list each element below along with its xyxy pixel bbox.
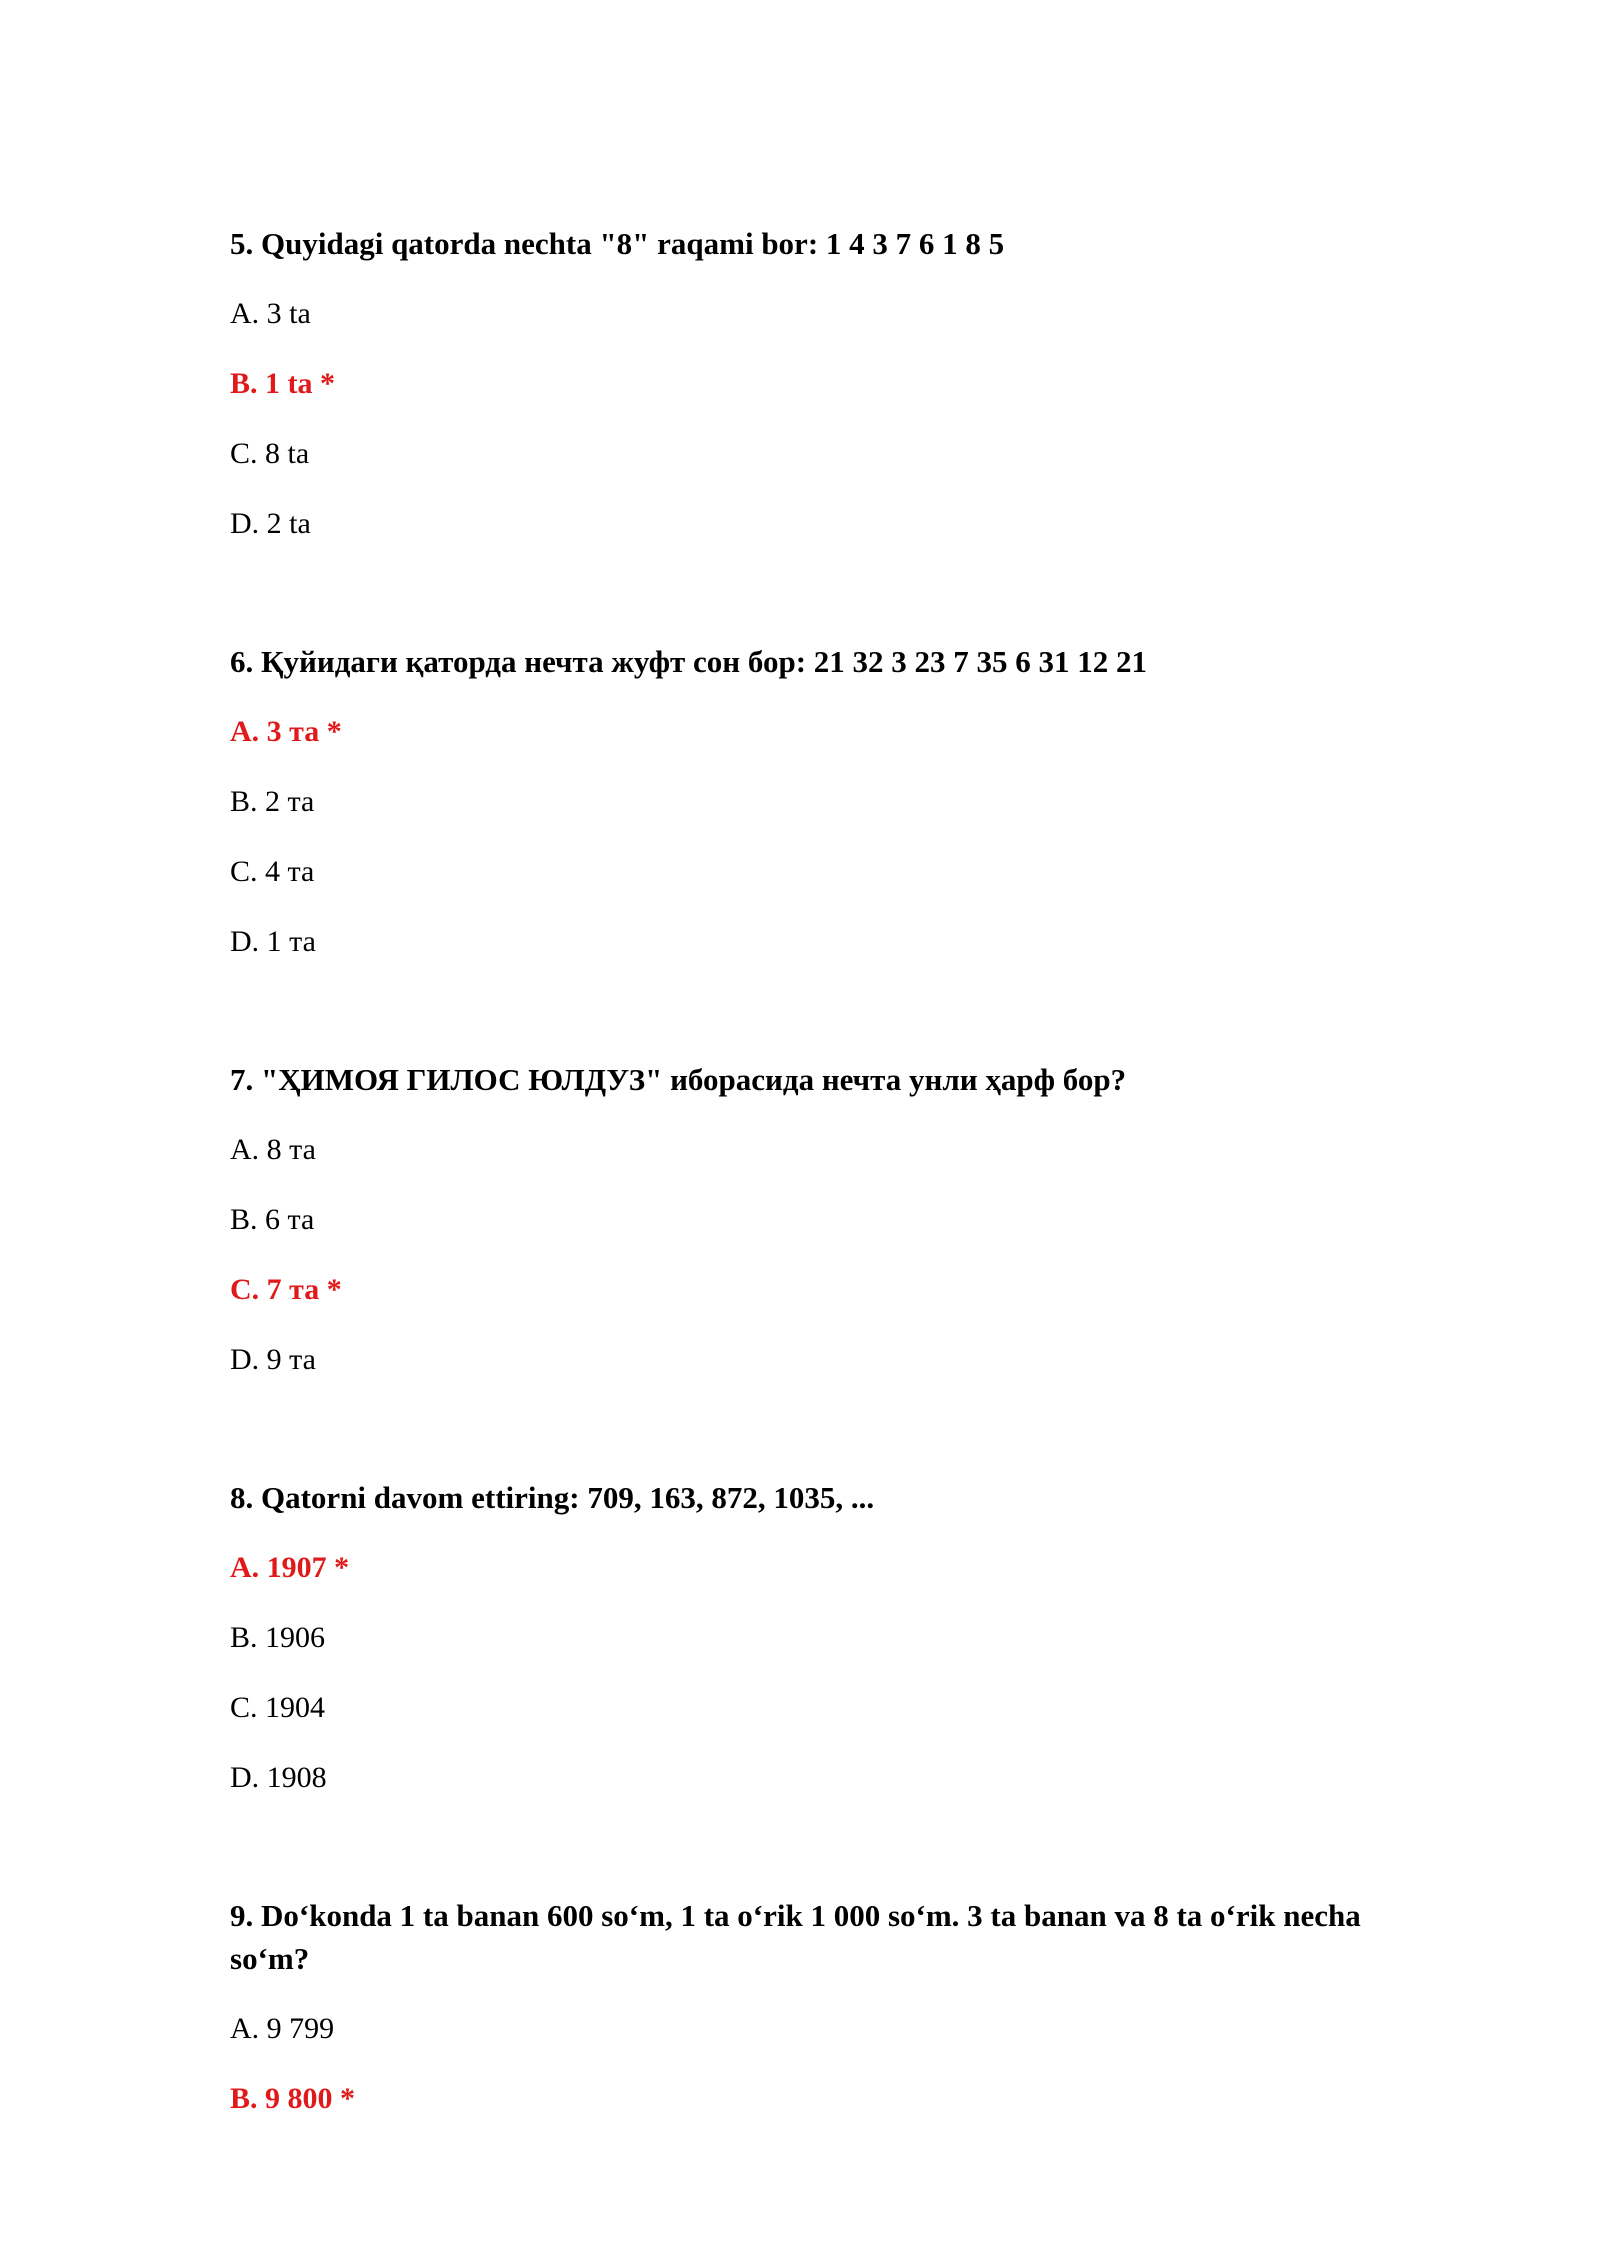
option-d: D. 1908 bbox=[230, 1761, 327, 1794]
document-page bbox=[230, 222, 1430, 2147]
question-text: 9. Do‘konda 1 ta banan 600 so‘m, 1 ta o‘rik 1 000 so‘m. 3 ta banan va 8 ta o‘rik necha so‘m? bbox=[230, 1898, 1361, 1976]
option-b: B. 2 та bbox=[230, 785, 315, 818]
option-b: B. 6 та bbox=[230, 1203, 315, 1236]
question-text: 8. Qatorni davom ettiring: 709, 163, 872, 1035, ... bbox=[230, 1480, 875, 1515]
option-a-correct: A. 3 та * bbox=[230, 715, 342, 748]
question-9 bbox=[230, 1894, 1430, 2120]
question-6 bbox=[230, 640, 1430, 963]
option-d: D. 9 та bbox=[230, 1343, 316, 1376]
option-b-correct: B. 1 ta * bbox=[230, 367, 335, 400]
question-text: 6. Қуйидаги қаторда нечта жуфт сон бор: 21 32 3 23 7 35 6 31 12 21 bbox=[230, 644, 1148, 679]
question-text: 5. Quyidagi qatorda nechta "8" raqami bor: 1 4 3 7 6 1 8 5 bbox=[230, 226, 1005, 261]
option-c: C. 8 ta bbox=[230, 437, 310, 470]
option-c: C. 1904 bbox=[230, 1691, 326, 1724]
option-a-correct: A. 1907 * bbox=[230, 1551, 350, 1584]
option-d: D. 2 ta bbox=[230, 507, 311, 540]
option-b-correct: B. 9 800 * bbox=[230, 2082, 356, 2115]
option-a: A. 9 799 bbox=[230, 2012, 335, 2045]
question-7 bbox=[230, 1058, 1430, 1381]
question-5 bbox=[230, 222, 1430, 545]
question-8 bbox=[230, 1476, 1430, 1799]
option-b: B. 1906 bbox=[230, 1621, 326, 1654]
option-c-correct: C. 7 та * bbox=[230, 1273, 342, 1306]
option-a: A. 3 ta bbox=[230, 297, 311, 330]
question-text: 7. "ҲИМОЯ ГИЛОС ЮЛДУЗ" иборасида нечта унли ҳарф бор? bbox=[230, 1062, 1127, 1097]
option-a: A. 8 та bbox=[230, 1133, 316, 1166]
option-c: C. 4 та bbox=[230, 855, 315, 888]
option-d: D. 1 та bbox=[230, 925, 316, 958]
